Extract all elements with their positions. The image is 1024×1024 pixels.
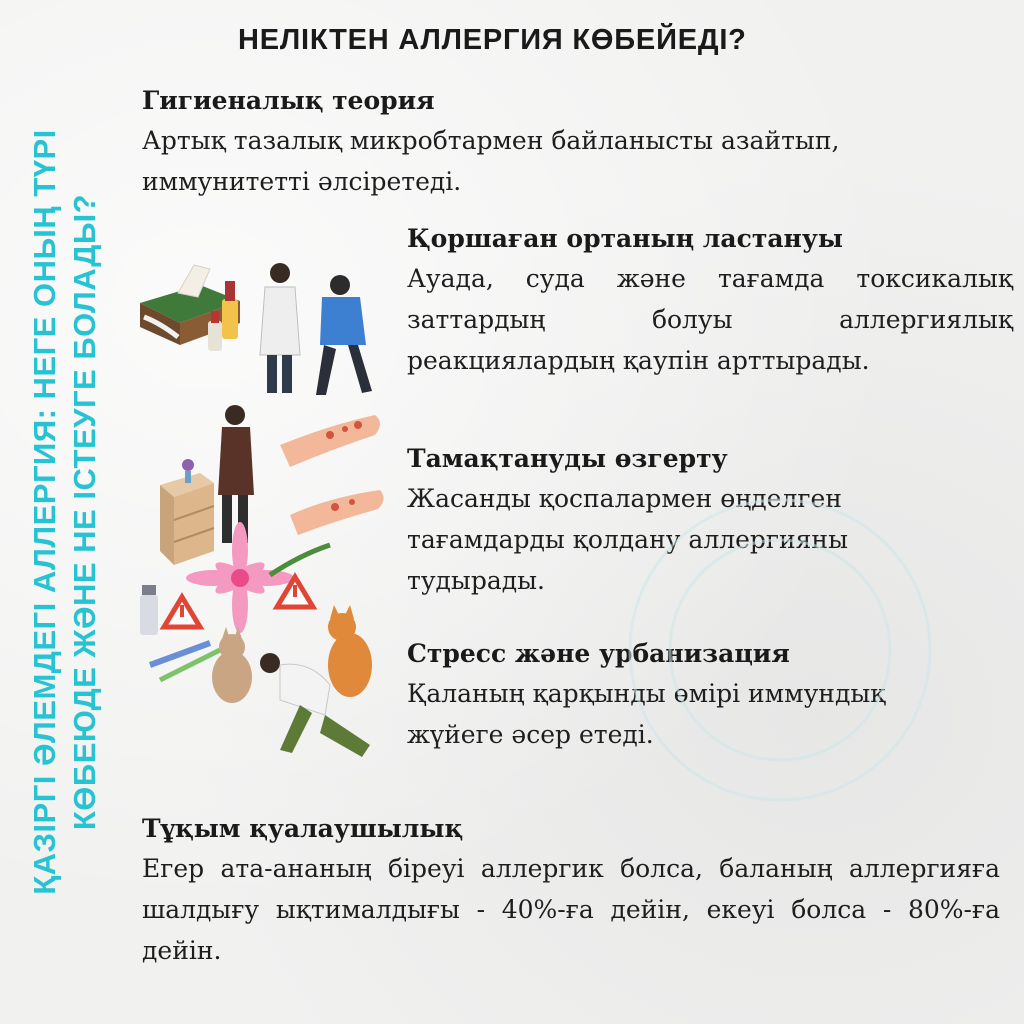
section-body-line: тағамдарды қолдану аллергияны	[407, 525, 848, 554]
page-title: НЕЛІКТЕН АЛЛЕРГИЯ КӨБЕЙЕДІ?	[238, 24, 747, 56]
doctor-figure-icon	[260, 263, 300, 393]
section-diet-change	[407, 440, 1013, 601]
section-heading: Тамақтануды өзгерту	[407, 444, 728, 473]
sneezing-man-icon	[218, 405, 254, 543]
section-body-line: иммунитетті әлсіретеді.	[142, 167, 462, 196]
section-body-line: Қаланың қарқынды өмірі иммундық	[407, 679, 886, 708]
section-body: Егер ата-ананың біреуі аллергик болса, баланың аллергияға шалдығу ықтималдығы - 40%-ға дейін, екеуі болса - 80%-ға дейін.	[142, 854, 1000, 965]
rash-hands-icon	[280, 415, 384, 535]
section-heredity	[142, 810, 1000, 971]
section-body-line: тудырады.	[407, 566, 545, 595]
section-heading: Стресс және урбанизация	[407, 639, 790, 668]
side-title-line-1: ҚАЗІРГІ ӘЛЕМДЕГІ АЛЛЕРГИЯ: НЕГЕ ОНЫҢ ТҮРІ	[27, 129, 62, 895]
dresser-icon	[160, 459, 214, 565]
section-hygiene-theory	[142, 82, 1012, 202]
side-title	[0, 0, 130, 1024]
patient-figure-icon	[316, 275, 372, 395]
section-body-line: Артық тазалық микробтармен байланысты азайтып,	[142, 126, 840, 155]
orange-cat-icon	[328, 605, 372, 697]
section-stress-urbanization	[407, 635, 1013, 755]
cat-icon	[212, 627, 252, 703]
warning-sign-icon	[164, 597, 200, 627]
side-title-line-2: КӨБЕЮДЕ ЖӘНЕ НЕ ІСТЕУГЕ БОЛАДЫ?	[67, 193, 102, 831]
allergy-illustration	[130, 245, 400, 785]
section-body-line: Жасанды қоспалармен өңделген	[407, 484, 842, 513]
section-heading: Гигиеналық теория	[142, 86, 435, 115]
section-heading: Қоршаған ортаның ластануы	[407, 224, 843, 253]
section-body: Ауада, суда және тағамда токсикалық заттардың болуы аллергиялық реакциялардың қаупін арттырады.	[407, 264, 1013, 375]
section-environment-pollution	[407, 220, 1013, 381]
section-heading: Тұқым қуалаушылық	[142, 814, 464, 843]
section-body-line: жүйеге әсер етеді.	[407, 720, 654, 749]
